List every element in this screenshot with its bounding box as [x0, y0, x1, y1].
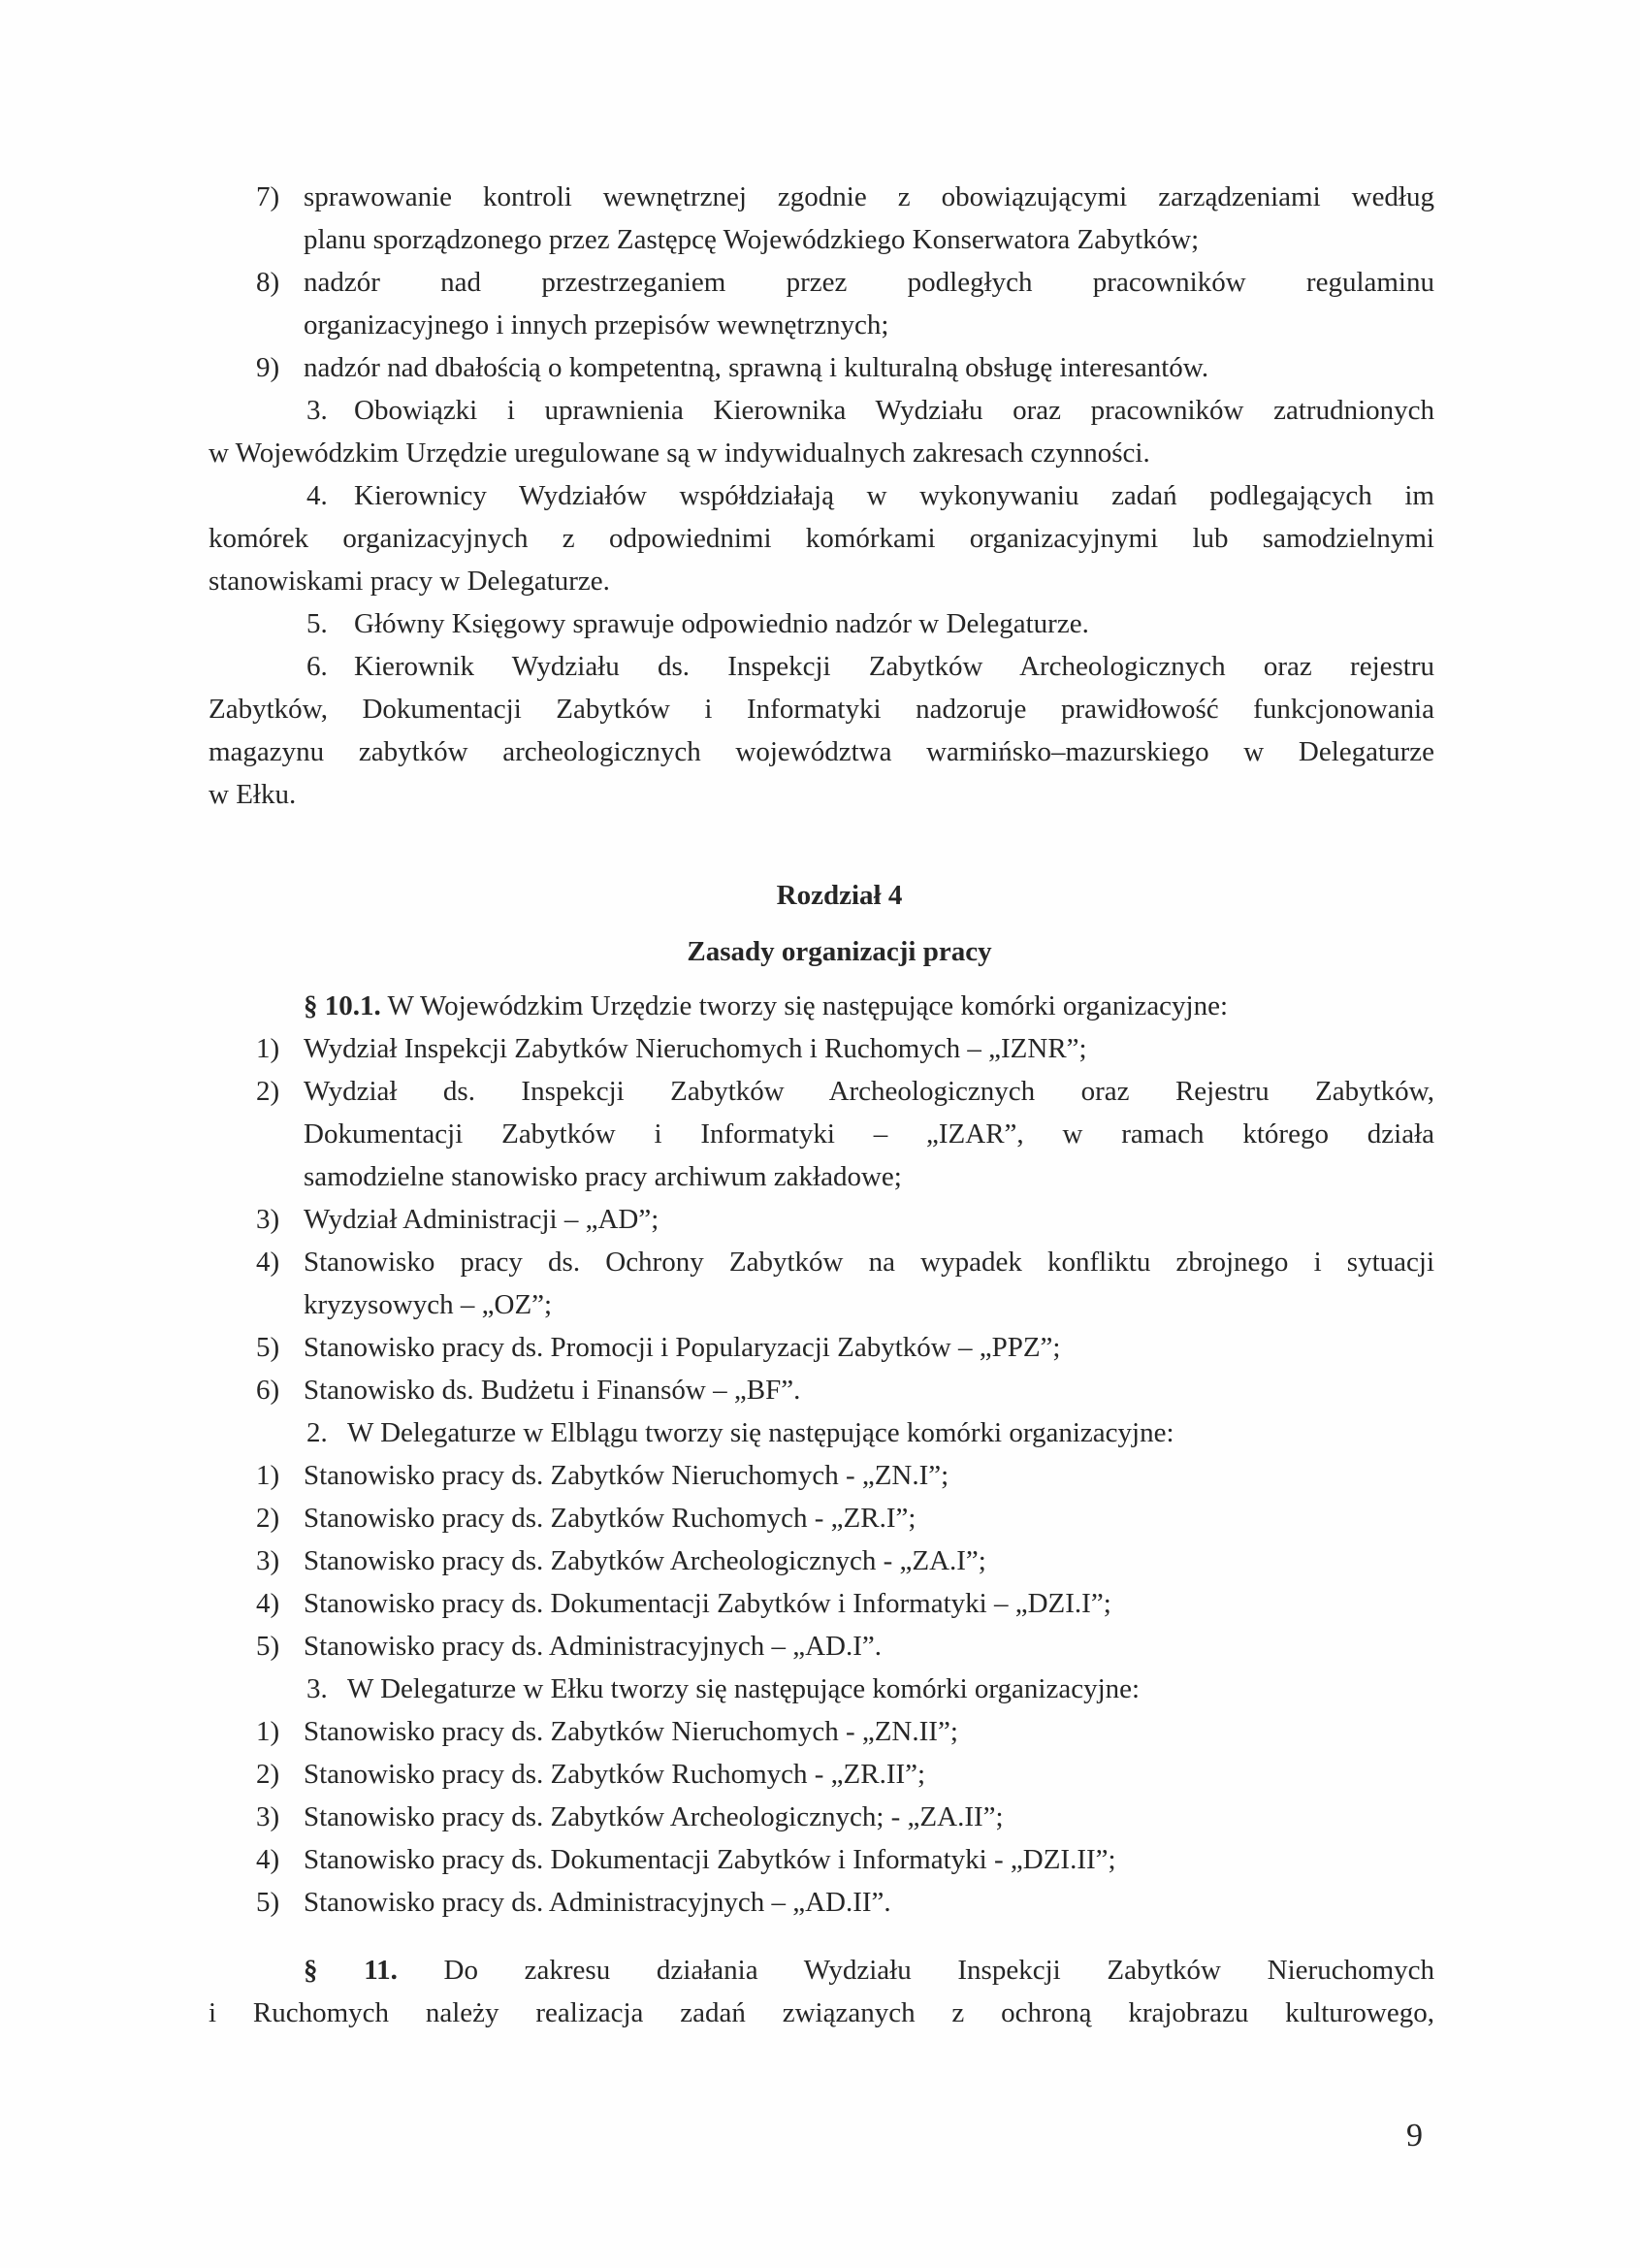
list-item-number: 4): [256, 1588, 280, 1619]
paragraph-text: w Wojewódzkim Urzędzie uregulowane są w indywidualnych zakresach czynności.: [209, 437, 1150, 469]
paragraph-text: W Delegaturze w Elblągu tworzy się następujące komórki organizacyjne:: [347, 1417, 1174, 1448]
paragraph-number: 4.: [306, 480, 328, 511]
list-item-text: Stanowisko pracy ds. Promocji i Popularyzacji Zabytków – „PPZ”;: [304, 1332, 1061, 1363]
list-item-text: Stanowisko pracy ds. Zabytków Archeologicznych - „ZA.I”;: [304, 1545, 986, 1576]
list-item-text: sprawowanie kontroli wewnętrznej zgodnie z obowiązującymi zarządzeniami według: [304, 181, 1434, 212]
list-item-text: organizacyjnego i innych przepisów wewnętrznych;: [304, 309, 889, 340]
list-item-text: Stanowisko pracy ds. Administracyjnych – „AD.I”.: [304, 1631, 883, 1662]
paragraph-text: W Delegaturze w Ełku tworzy się następujące komórki organizacyjne:: [347, 1673, 1141, 1704]
paragraph-text: magazynu zabytków archeologicznych województwa warmińsko–mazurskiego w Delegaturze: [209, 736, 1434, 767]
paragraph-text: stanowiskami pracy w Delegaturze.: [209, 566, 610, 597]
paragraph-text: Obowiązki i uprawnienia Kierownika Wydziału oraz pracowników zatrudnionych: [354, 395, 1434, 426]
list-item-text: Stanowisko ds. Budżetu i Finansów – „BF”.: [304, 1375, 801, 1406]
list-item-text: Wydział Inspekcji Zabytków Nieruchomych i Ruchomych – „IZNR”;: [304, 1033, 1087, 1064]
list-item-number: 8): [256, 267, 280, 298]
list-item-number: 3): [256, 1204, 280, 1235]
list-item-text: Stanowisko pracy ds. Zabytków Ruchomych - „ZR.I”;: [304, 1503, 916, 1534]
list-item-number: 2): [256, 1503, 280, 1534]
list-item-text: nadzór nad dbałością o kompetentną, sprawną i kulturalną obsługę interesantów.: [304, 352, 1209, 383]
list-item-text: Stanowisko pracy ds. Zabytków Nieruchomych - „ZN.I”;: [304, 1460, 949, 1491]
list-item-text: Stanowisko pracy ds. Zabytków Nieruchomych - „ZN.II”;: [304, 1716, 958, 1747]
paragraph-text: Kierownik Wydziału ds. Inspekcji Zabytków Archeologicznych oraz rejestru: [354, 651, 1434, 682]
paragraph-number: 5.: [306, 608, 328, 639]
section-label: § 11.: [304, 1955, 398, 1986]
list-item-text: Wydział ds. Inspekcji Zabytków Archeologicznych oraz Rejestru Zabytków,: [304, 1076, 1434, 1107]
paragraph-number: 2.: [306, 1417, 328, 1448]
list-item-text: planu sporządzonego przez Zastępcę Wojewódzkiego Konserwatora Zabytków;: [304, 224, 1200, 255]
list-item-text: samodzielne stanowisko pracy archiwum zakładowe;: [304, 1161, 902, 1192]
section-text: Do zakresu działania Wydziału Inspekcji Zabytków Nieruchomych: [443, 1955, 1434, 1986]
list-item-number: 7): [256, 181, 280, 212]
section-11-first-line: [304, 1954, 1434, 1987]
list-item-number: 3): [256, 1545, 280, 1576]
list-item-number: 2): [256, 1759, 280, 1790]
paragraph-text: Główny Księgowy sprawuje odpowiednio nadzór w Delegaturze.: [354, 608, 1089, 639]
paragraph-text: Zabytków, Dokumentacji Zabytków i Informatyki nadzoruje prawidłowość funkcjonowania: [209, 694, 1434, 725]
list-item-text: Wydział Administracji – „AD”;: [304, 1204, 659, 1235]
paragraph-text: komórek organizacyjnych z odpowiednimi komórkami organizacyjnymi lub samodzielnymi: [209, 523, 1434, 554]
chapter-title: Rozdział 4: [776, 880, 903, 911]
list-item-text: Dokumentacji Zabytków i Informatyki – „IZAR”, w ramach którego działa: [304, 1118, 1434, 1150]
chapter-subtitle: Zasady organizacji pracy: [687, 936, 992, 967]
list-item-number: 1): [256, 1716, 280, 1747]
list-item-number: 5): [256, 1332, 280, 1363]
list-item-text: nadzór nad przestrzeganiem przez podległych pracowników regulaminu: [304, 267, 1434, 298]
list-item-number: 2): [256, 1076, 280, 1107]
section-label: § 10.1.: [304, 990, 381, 1021]
paragraph-number: 3.: [306, 1673, 328, 1704]
list-item-number: 4): [256, 1844, 280, 1875]
list-item-text: kryzysowych – „OZ”;: [304, 1289, 553, 1320]
list-item-text: Stanowisko pracy ds. Ochrony Zabytków na wypadek konfliktu zbrojnego i sytuacji: [304, 1247, 1434, 1278]
list-item-text: Stanowisko pracy ds. Dokumentacji Zabytków i Informatyki - „DZI.II”;: [304, 1844, 1116, 1875]
list-item-number: 5): [256, 1887, 280, 1918]
list-item-text: Stanowisko pracy ds. Zabytków Archeologicznych; - „ZA.II”;: [304, 1801, 1004, 1832]
list-item-number: 9): [256, 352, 280, 383]
paragraph-number: 6.: [306, 651, 328, 682]
list-item-number: 1): [256, 1033, 280, 1064]
list-item-number: 5): [256, 1631, 280, 1662]
list-item-text: Stanowisko pracy ds. Zabytków Ruchomych - „ZR.II”;: [304, 1759, 926, 1790]
paragraph-text: Kierownicy Wydziałów współdziałają w wykonywaniu zadań podlegających im: [354, 480, 1434, 511]
list-item-number: 4): [256, 1247, 280, 1278]
paragraph-text: w Ełku.: [209, 779, 297, 810]
list-item-number: 6): [256, 1375, 280, 1406]
list-item-text: Stanowisko pracy ds. Dokumentacji Zabytków i Informatyki – „DZI.I”;: [304, 1588, 1111, 1619]
section-intro-text: W Wojewódzkim Urzędzie tworzy się następujące komórki organizacyjne:: [387, 990, 1229, 1021]
section-10-intro: [304, 989, 1228, 1022]
list-item-text: Stanowisko pracy ds. Administracyjnych – „AD.II”.: [304, 1887, 891, 1918]
page-number: 9: [1406, 2118, 1423, 2154]
list-item-number: 1): [256, 1460, 280, 1491]
section-11-second-line: i Ruchomych należy realizacja zadań związanych z ochroną krajobrazu kulturowego,: [209, 1997, 1434, 2028]
paragraph-number: 3.: [306, 395, 328, 426]
list-item-number: 3): [256, 1801, 280, 1832]
